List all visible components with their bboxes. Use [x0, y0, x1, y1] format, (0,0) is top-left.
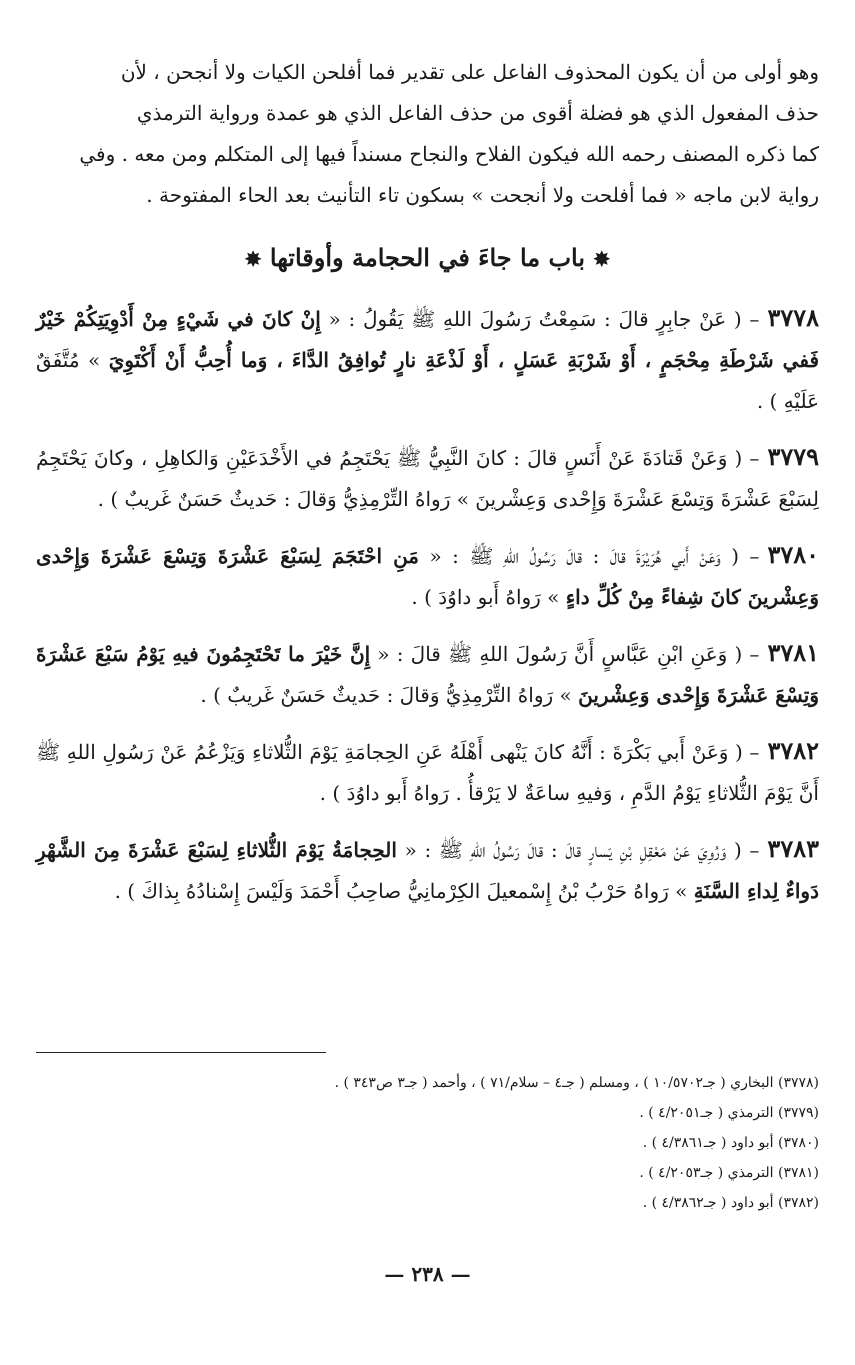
intro-paragraph — [36, 52, 819, 216]
hadith-entry — [36, 828, 819, 912]
intro-line: حذف المفعول الذي هو فضلة أقوى من حذف الفاعل الذي هو عمدة ورواية الترمذي — [136, 101, 819, 125]
hadith-list — [36, 297, 819, 912]
intro-line: كما ذكره المصنف رحمه الله فيكون الفلاح والنجاح مسنداً فيها إلى المتكلم ومن معه . وفي — [79, 142, 819, 166]
hadith-entry — [36, 297, 819, 422]
footnote: (٣٧٨٢) أبو داود ( جـ٤/٣٨٦٢ ) . — [642, 1195, 819, 1211]
hadith-number: ٣٧٨١ — [767, 638, 819, 667]
hadith-text: – ( وَعَنْ قَتادَةَ عَنْ أَنَسٍ قالَ : كانَ النَّبِيُّ ﷺ يَحْتَجِمُ في الأَخْدَعَيْنِ وَالكاهِلِ ، وكانَ يَحْتَجِمُ لِسَبْعَ عَشْرَةَ وَتِسْعَ عَشْرَةَ وَإِحْدى وَعِشْرينَ » رَواهُ التِّرْمِذِيُّ وَقالَ : حَديثٌ حَسَنٌ غَريبٌ ) . — [36, 446, 819, 511]
chapter-title-text: باب ما جاءَ في الحجامة وأوقاتها — [269, 243, 586, 272]
hadith-matn: مَنِ احْتَجَمَ لِسَبْعَ عَشْرَةَ وَتِسْعَ عَشْرَةَ وَإِحْدى وَعِشْرينَ كانَ شِفاءً مِنْ كُلِّ داءٍ — [36, 544, 819, 609]
hadith-entry — [36, 436, 819, 520]
hadith-text: – ( وَعَنِ ابْنِ عَبَّاسٍ أَنَّ رَسُولَ اللهِ ﷺ قالَ : « — [370, 642, 760, 666]
footnote: (٣٧٧٨) البخاري ( جـ١٠/٥٧٠٢ ) ، ومسلم ( جـ٤ – سلام/٧١ ) ، وأحمد ( جـ٣ ص٣٤٣ ) . — [334, 1075, 819, 1091]
hadith-text: – ( وَرُوِيَ عَنْ مَعْقِلِ بْنِ يَسارٍ قالَ : قالَ رَسُولُ اللهِ ﷺ : « — [396, 838, 760, 862]
hadith-matn: إِنْ كانَ في شَيْءٍ مِنْ أَدْوِيَتِكُمْ خَيْرٌ فَفي شَرْطَةِ مِحْجَمٍ ، أَوْ شَرْبَةِ عَسَلٍ ، أَوْ لَذْعَةِ نارٍ تُوافِقُ الدَّاءَ ، وَما أُحِبُّ أَنْ أَكْتَوِيَ — [36, 307, 820, 372]
hadith-number: ٣٧٨٢ — [767, 736, 819, 765]
intro-line: رواية لابن ماجه « فما أفلحت ولا أنجحت » بسكون تاء التأنيث بعد الحاء المفتوحة . — [146, 183, 819, 207]
hadith-number: ٣٧٧٩ — [767, 442, 819, 471]
hadith-entry — [36, 730, 819, 814]
hadith-text: – ( وَعَنْ أَبي بَكْرَةَ : أَنَّهُ كانَ يَنْهى أَهْلَهُ عَنِ الحِجامَةِ يَوْمَ الثُّلاثاءِ وَيَزْعُمُ عَنْ رَسُولِ اللهِ ﷺ أَنَّ يَوْمَ الثُّلاثاءِ يَوْمُ الدَّمِ ، وَفيهِ ساعَةٌ لا يَرْقأُ . رَواهُ أَبو داوُدَ ) . — [36, 740, 819, 805]
footnote: (٣٧٨١) الترمذي ( جـ٤/٢٠٥٣ ) . — [639, 1165, 819, 1181]
hadith-text: » مُتَّفَقٌ عَلَيْهِ ) . — [36, 348, 819, 413]
hadith-matn: الحِجامَةُ يَوْمَ الثُّلاثاءِ لِسَبْعَ عَشْرَةَ مِنَ الشَّهْرِ دَواءٌ لِداءِ السَّنَةِ — [36, 838, 819, 903]
footnote: (٣٧٧٩) الترمذي ( جـ٤/٢٠٥١ ) . — [639, 1105, 819, 1121]
hadith-matn: إِنَّ خَيْرَ ما تَحْتَجِمُونَ فيهِ يَوْمُ سَبْعَ عَشْرَةَ وَتِسْعَ عَشْرَةَ وَإِحْدى وَعِشْرينَ — [36, 642, 819, 707]
page-number: — ٢٣٨ — — [384, 1262, 471, 1286]
footnote-separator — [36, 1052, 326, 1053]
hadith-text: » رَواهُ حَرْبُ بْنُ إِسْمعيلَ الكِرْمانِيُّ صاحِبُ أَحْمَدَ وَلَيْسَ إِسْنادُهُ بِذاكَ ) . — [114, 879, 694, 903]
hadith-entry — [36, 632, 819, 716]
star-ornament-icon: ✸ — [244, 247, 262, 271]
footnotes — [36, 1068, 819, 1218]
hadith-entry — [36, 534, 819, 618]
star-ornament-icon: ✸ — [593, 247, 611, 271]
footnote: (٣٧٨٠) أبو داود ( جـ٤/٣٨٦١ ) . — [642, 1135, 819, 1151]
hadith-text: – ( عَنْ جابِرٍ قالَ : سَمِعْتُ رَسُولَ اللهِ ﷺ يَقُولُ : « — [320, 307, 760, 331]
page-body — [36, 52, 819, 926]
hadith-text: » رَواهُ أَبو داوُدَ ) . — [411, 585, 566, 609]
hadith-text: » رَواهُ التِّرْمِذِيُّ وَقالَ : حَديثٌ حَسَنٌ غَريبٌ ) . — [200, 683, 579, 707]
hadith-number: ٣٧٨٣ — [767, 834, 819, 863]
hadith-number: ٣٧٨٠ — [767, 540, 819, 569]
intro-line: وهو أولى من أن يكون المحذوف الفاعل على تقدير فما أفلحن الكيات ولا أنجحن ، لأن — [120, 60, 819, 84]
chapter-title — [36, 238, 819, 279]
hadith-text: – ( وَعَنْ أَبي هُرَيْرَةَ قالَ : قالَ رَسُولُ اللهِ ﷺ : « — [419, 544, 760, 568]
hadith-number: ٣٧٧٨ — [767, 303, 819, 332]
